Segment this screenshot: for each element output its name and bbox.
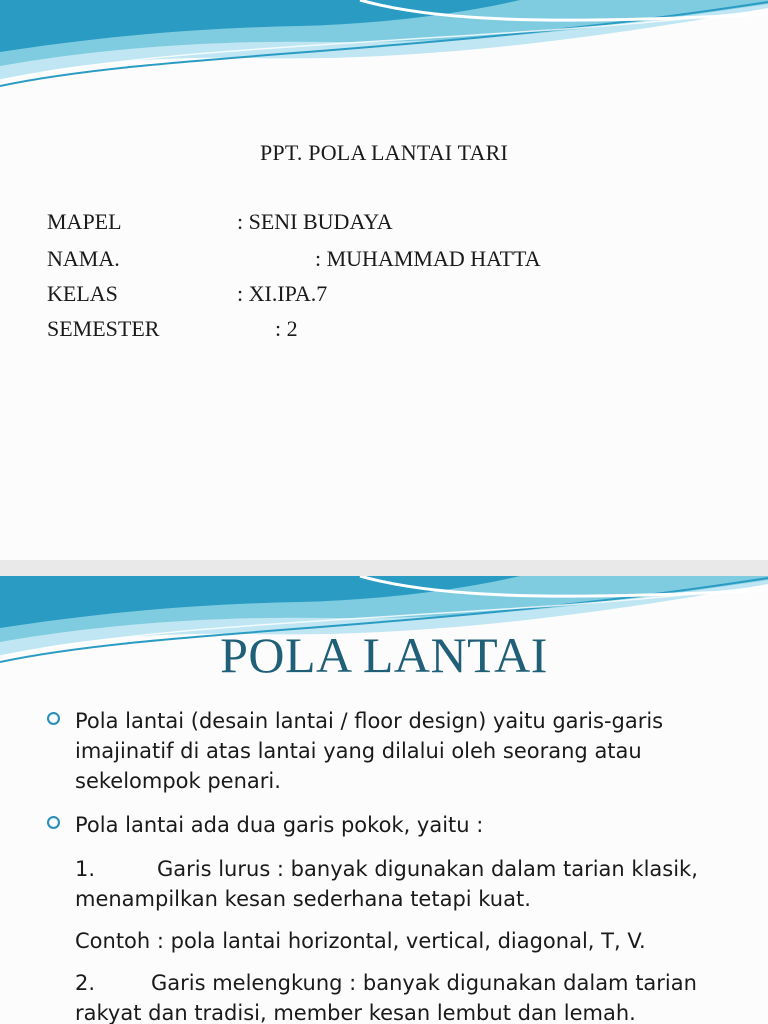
- sub-item: [47, 926, 737, 956]
- bullet-item: [47, 810, 737, 840]
- info-label: NAMA.: [47, 246, 120, 271]
- sub-item-text: Garis lurus : banyak digunakan dalam tarian klasik, menampilkan kesan sederhana tetapi kuat.: [75, 857, 698, 911]
- bullet-circle-icon: [47, 712, 60, 725]
- bullet-text: Pola lantai ada dua garis pokok, yaitu :: [75, 813, 484, 837]
- info-label: MAPEL: [47, 209, 122, 234]
- sub-item-text: Contoh : pola lantai horizontal, vertical, diagonal, T, V.: [75, 929, 646, 953]
- sub-item: [47, 968, 737, 1024]
- slide-title: PPT. POLA LANTAI TARI: [260, 140, 508, 165]
- sub-item-number: 1.: [75, 857, 96, 881]
- info-value: : XI.IPA.7: [237, 281, 328, 306]
- info-label: SEMESTER: [47, 316, 160, 341]
- slide-separator: [0, 560, 768, 576]
- info-label: KELAS: [47, 281, 118, 306]
- slide-heading: POLA LANTAI: [220, 627, 548, 683]
- slide-2: [0, 576, 768, 1024]
- bullet-circle-icon: [47, 816, 60, 829]
- sub-item-number: 2.: [75, 971, 96, 995]
- info-value: : SENI BUDAYA: [237, 209, 393, 234]
- sub-item: [47, 854, 737, 914]
- slide-content: [47, 706, 737, 1024]
- sub-item-text: Garis melengkung : banyak digunakan dalam tarian rakyat dan tradisi, member kesan lembut dan lemah.: [75, 971, 697, 1024]
- wave-header-decoration: [0, 0, 768, 90]
- bullet-item: [47, 706, 737, 796]
- bullet-text: Pola lantai (desain lantai / floor design) yaitu garis-garis imajinatif di atas lantai yang dilalui oleh seorang atau sekelompok penari.: [75, 709, 664, 793]
- info-value: : 2: [275, 316, 298, 341]
- info-value: : MUHAMMAD HATTA: [315, 246, 541, 271]
